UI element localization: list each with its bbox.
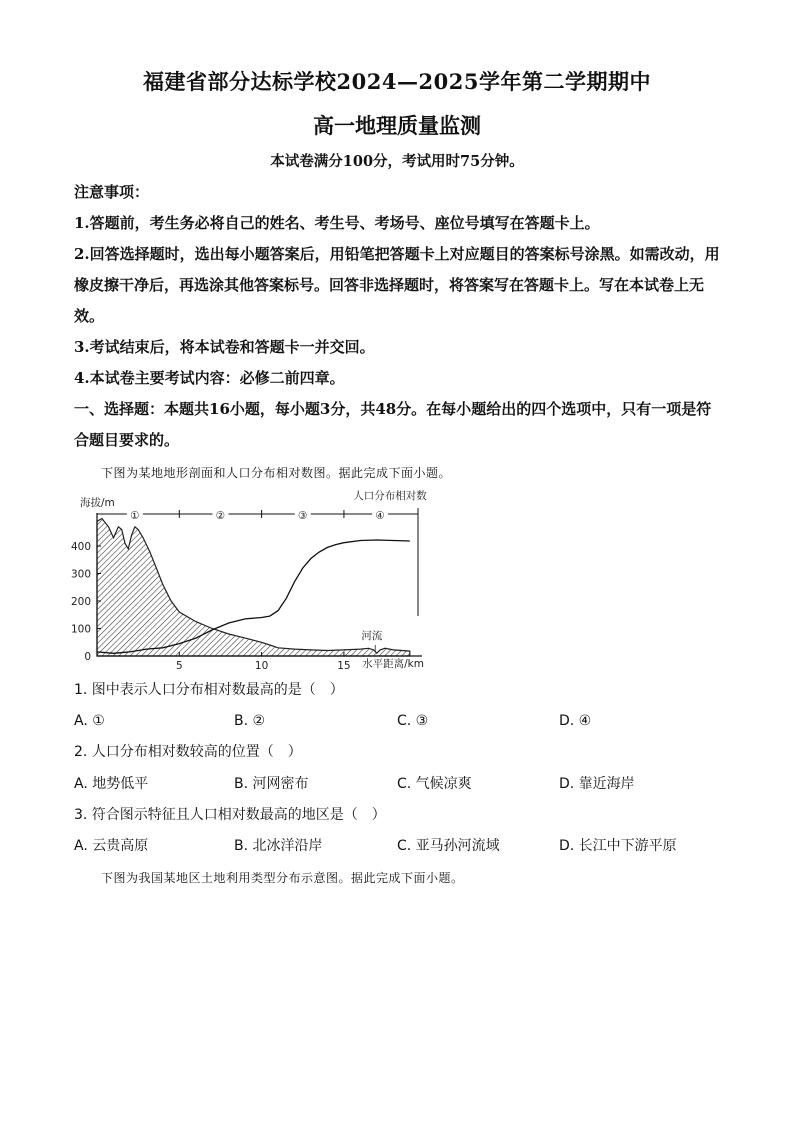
figure-intro-1: 下图为某地地形剖面和人口分布相对数图。据此完成下面小题。 [101,466,452,480]
zone-label-4: ④ [375,510,385,522]
figure-intro-2: 下图为我国某地区土地利用类型分布示意图。据此完成下面小题。 [101,871,464,885]
exam-title-line1: 福建省部分达标学校2024—2025学年第二学期期中 [143,69,651,94]
zone-label-2: ② [215,510,226,522]
notice-block [74,177,724,456]
notice-item-2: 2.回答选择题时，选出每小题答案后，用铅笔把答题卡上对应题目的答案标号涂黑。如需改动，用橡皮擦干净后，再选涂其他答案标号。回答非选择题时，将答案写在答题卡上。写在本试卷上无效。 [74,245,720,325]
zone-label-1: ① [130,510,140,522]
notice-item-3: 3.考试结束后，将本试卷和答题卡一并交回。 [74,338,375,356]
y-tick-label-100: 100 [70,623,91,636]
y-axis-label: 海拔/m [80,497,115,509]
q3-option-d[interactable]: D. 长江中下游平原 [559,838,677,854]
q3-option-a[interactable]: A. 云贵高原 [74,838,149,854]
q1-option-c[interactable]: C. ③ [397,713,429,729]
section-heading: 一、选择题：本题共16小题，每小题3分，共48分。在每小题给出的四个选项中，只有一项是符合题目要求的。 [74,400,712,449]
exam-title-line2: 高一地理质量监测 [313,113,481,138]
q3-option-c[interactable]: C. 亚马孙河流域 [397,838,500,854]
y-tick-label-300: 300 [70,568,91,581]
q1-option-d[interactable]: D. ④ [559,713,592,729]
q1-option-a[interactable]: A. ① [74,713,105,729]
exam-subtitle: 本试卷满分100分，考试用时75分钟。 [270,153,524,170]
q1-option-b[interactable]: B. ② [234,713,266,729]
x-tick-label-15: 15 [337,660,351,672]
q2-option-c[interactable]: C. 气候凉爽 [397,776,472,792]
zone-label-3: ③ [298,510,308,522]
notice-item-4: 4.本试卷主要考试内容：必修二前四章。 [74,369,345,387]
y-tick-label-0: 0 [84,651,91,663]
q3-option-b[interactable]: B. 北冰洋沿岸 [234,838,323,854]
x-tick-label-5: 5 [175,660,183,672]
question-2-stem: 2. 人口分布相对数较高的位置（ ） [74,744,302,760]
question-3-stem: 3. 符合图示特征且人口相对数最高的地区是（ ） [74,807,386,823]
q2-option-b[interactable]: B. 河网密布 [234,776,309,792]
y-tick-label-200: 200 [70,596,91,608]
question-1-stem: 1. 图中表示人口分布相对数最高的是（ ） [74,682,344,698]
y-tick-label-400: 400 [70,541,91,553]
notice-item-1: 1.答题前，考生务必将自己的姓名、考生号、考场号、座位号填写在答题卡上。 [74,214,600,232]
q2-option-a[interactable]: A. 地势低平 [74,776,149,792]
x-axis-label: 水平距离/km [362,658,424,670]
x-tick-label-10: 10 [254,660,269,672]
q2-option-d[interactable]: D. 靠近海岸 [559,776,635,792]
terrain-population-chart [70,485,427,673]
population-axis-label: 人口分布相对数 [353,490,427,502]
notice-heading: 注意事项： [74,183,150,201]
river-label: 河流 [361,629,383,642]
